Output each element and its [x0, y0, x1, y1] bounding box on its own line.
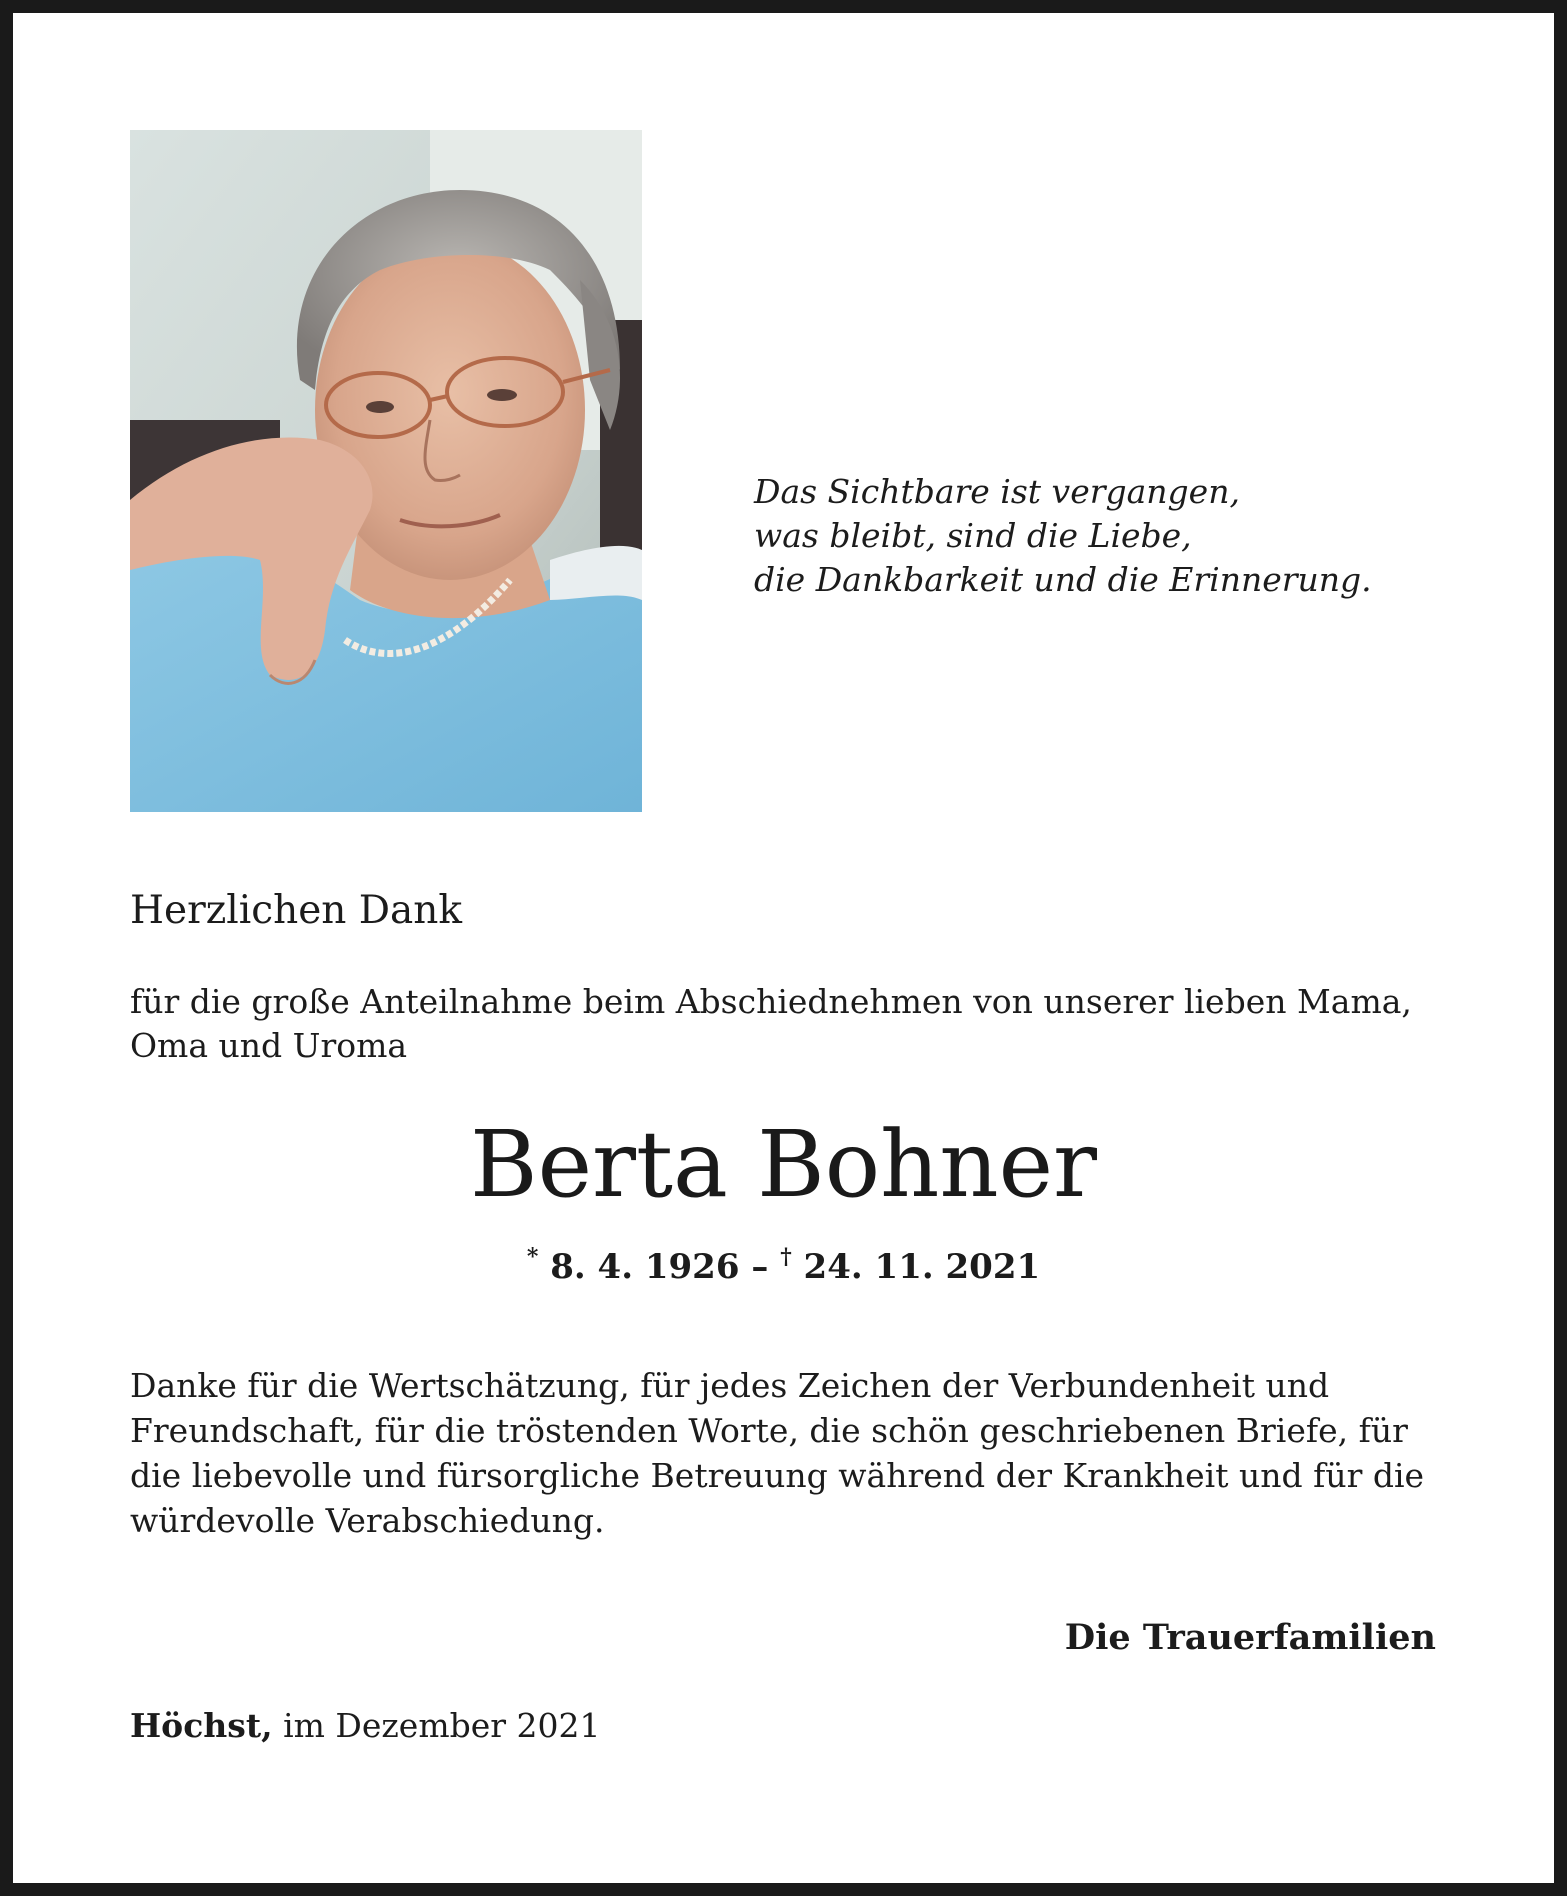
intro-line: für die große Anteilnahme beim Abschiednehmen von unserer lieben Mama,: [130, 982, 1412, 1021]
quote-line: was bleibt, sind die Liebe,: [754, 516, 1192, 555]
intro-line: Oma und Uroma: [130, 1026, 408, 1065]
place-date: im Dezember 2021: [283, 1706, 601, 1745]
death-symbol: †: [780, 1244, 792, 1270]
place-date-line: [130, 1704, 601, 1748]
quote-line: Das Sichtbare ist vergangen,: [754, 472, 1240, 511]
death-date: 24. 11. 2021: [803, 1247, 1041, 1287]
place-name: Höchst,: [130, 1706, 273, 1745]
thanks-heading: Herzlichen Dank: [130, 888, 463, 933]
birth-symbol: *: [526, 1244, 539, 1270]
quote-line: die Dankbarkeit und die Erinnerung.: [754, 560, 1372, 599]
life-dates: [0, 1235, 1567, 1289]
portrait-photo: [130, 130, 642, 812]
body-line: Freundschaft, für die tröstenden Worte, die schön geschriebenen Briefe, für: [130, 1411, 1408, 1450]
body-line: Danke für die Wertschätzung, für jedes Zeichen der Verbundenheit und: [130, 1366, 1330, 1405]
portrait-image: [130, 130, 642, 812]
deceased-name: Berta Bohner: [469, 1111, 1098, 1218]
body-line: die liebevolle und fürsorgliche Betreuung während der Krankheit und für die: [130, 1456, 1425, 1495]
signature: Die Trauerfamilien: [1064, 1617, 1436, 1658]
birth-date: 8. 4. 1926: [550, 1247, 740, 1287]
memorial-quote: [754, 470, 1372, 602]
body-line: würdevolle Verabschiedung.: [130, 1501, 605, 1540]
thanks-body: [130, 1363, 1436, 1543]
intro-text: [130, 980, 1412, 1068]
date-separator: –: [751, 1247, 769, 1287]
